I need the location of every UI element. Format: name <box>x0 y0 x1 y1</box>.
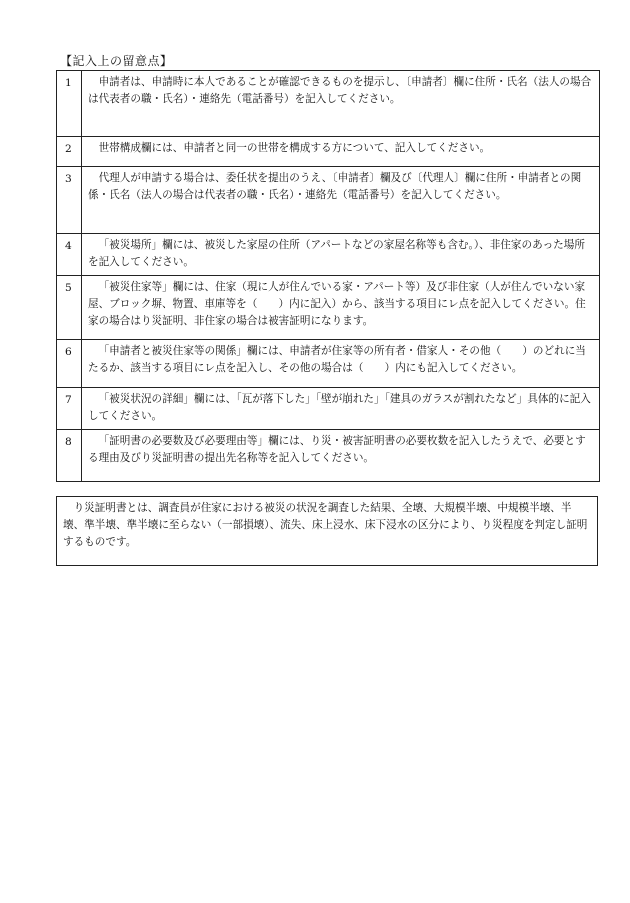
note-row <box>57 276 600 340</box>
note-text: 代理人が申請する場合は、委任状を提出のうえ、〔申請者〕欄及び〔代理人〕欄に住所・申請者との関係・氏名（法人の場合は代表者の職・氏名）・連絡先（電話番号）を記入してください。 <box>82 167 600 234</box>
notes-table <box>56 70 600 482</box>
note-number: 7 <box>57 388 82 430</box>
note-text: 「申請者と被災住家等の関係」欄には、申請者が住家等の所有者・借家人・その他（ ）のどれに当たるか、該当する項目にレ点を記入し、その他の場合は（ ）内にも記入してください。 <box>82 340 600 388</box>
note-text: 「被災住家等」欄には、住家（現に人が住んでいる家・アパート等）及び非住家（人が住んでいない家屋、ブロック塀、物置、車庫等を（ ）内に記入）から、該当する項目にレ点を記入してください。住家の場合はり災証明、非住家の場合は被害証明になります。 <box>82 276 600 340</box>
note-number: 2 <box>57 137 82 167</box>
note-row <box>57 430 600 482</box>
note-number: 8 <box>57 430 82 482</box>
note-text: 「被災場所」欄には、被災した家屋の住所（アパートなどの家屋名称等も含む。）、非住家のあった場所を記入してください。 <box>82 234 600 276</box>
note-text: 申請者は、申請時に本人であることが確認できるものを提示し、〔申請者〕欄に住所・氏名（法人の場合は代表者の職・氏名）・連絡先（電話番号）を記入してください。 <box>82 71 600 137</box>
note-row <box>57 388 600 430</box>
note-row <box>57 137 600 167</box>
note-row <box>57 71 600 137</box>
note-text: 世帯構成欄には、申請者と同一の世帯を構成する方について、記入してください。 <box>82 137 600 167</box>
note-text: 「証明書の必要数及び必要理由等」欄には、り災・被害証明書の必要枚数を記入したうえで、必要とする理由及びり災証明書の提出先名称等を記入してください。 <box>82 430 600 482</box>
note-number: 5 <box>57 276 82 340</box>
note-number: 4 <box>57 234 82 276</box>
note-number: 6 <box>57 340 82 388</box>
note-number: 3 <box>57 167 82 234</box>
note-row <box>57 167 600 234</box>
note-row <box>57 234 600 276</box>
notes-heading: 【記入上の留意点】 <box>60 54 173 68</box>
certificate-definition-box: り災証明書とは、調査員が住家における被災の状況を調査した結果、全壊、大規模半壊、中規模半壊、半壊、準半壊、準半壊に至らない（一部損壊）、流失、床上浸水、床下浸水の区分により、り災程度を判定し証明するものです。 <box>56 496 598 566</box>
note-row <box>57 340 600 388</box>
note-number: 1 <box>57 71 82 137</box>
note-text: 「被災状況の詳細」欄には、「瓦が落下した」「壁が崩れた」「建具のガラスが割れたなど」具体的に記入してください。 <box>82 388 600 430</box>
